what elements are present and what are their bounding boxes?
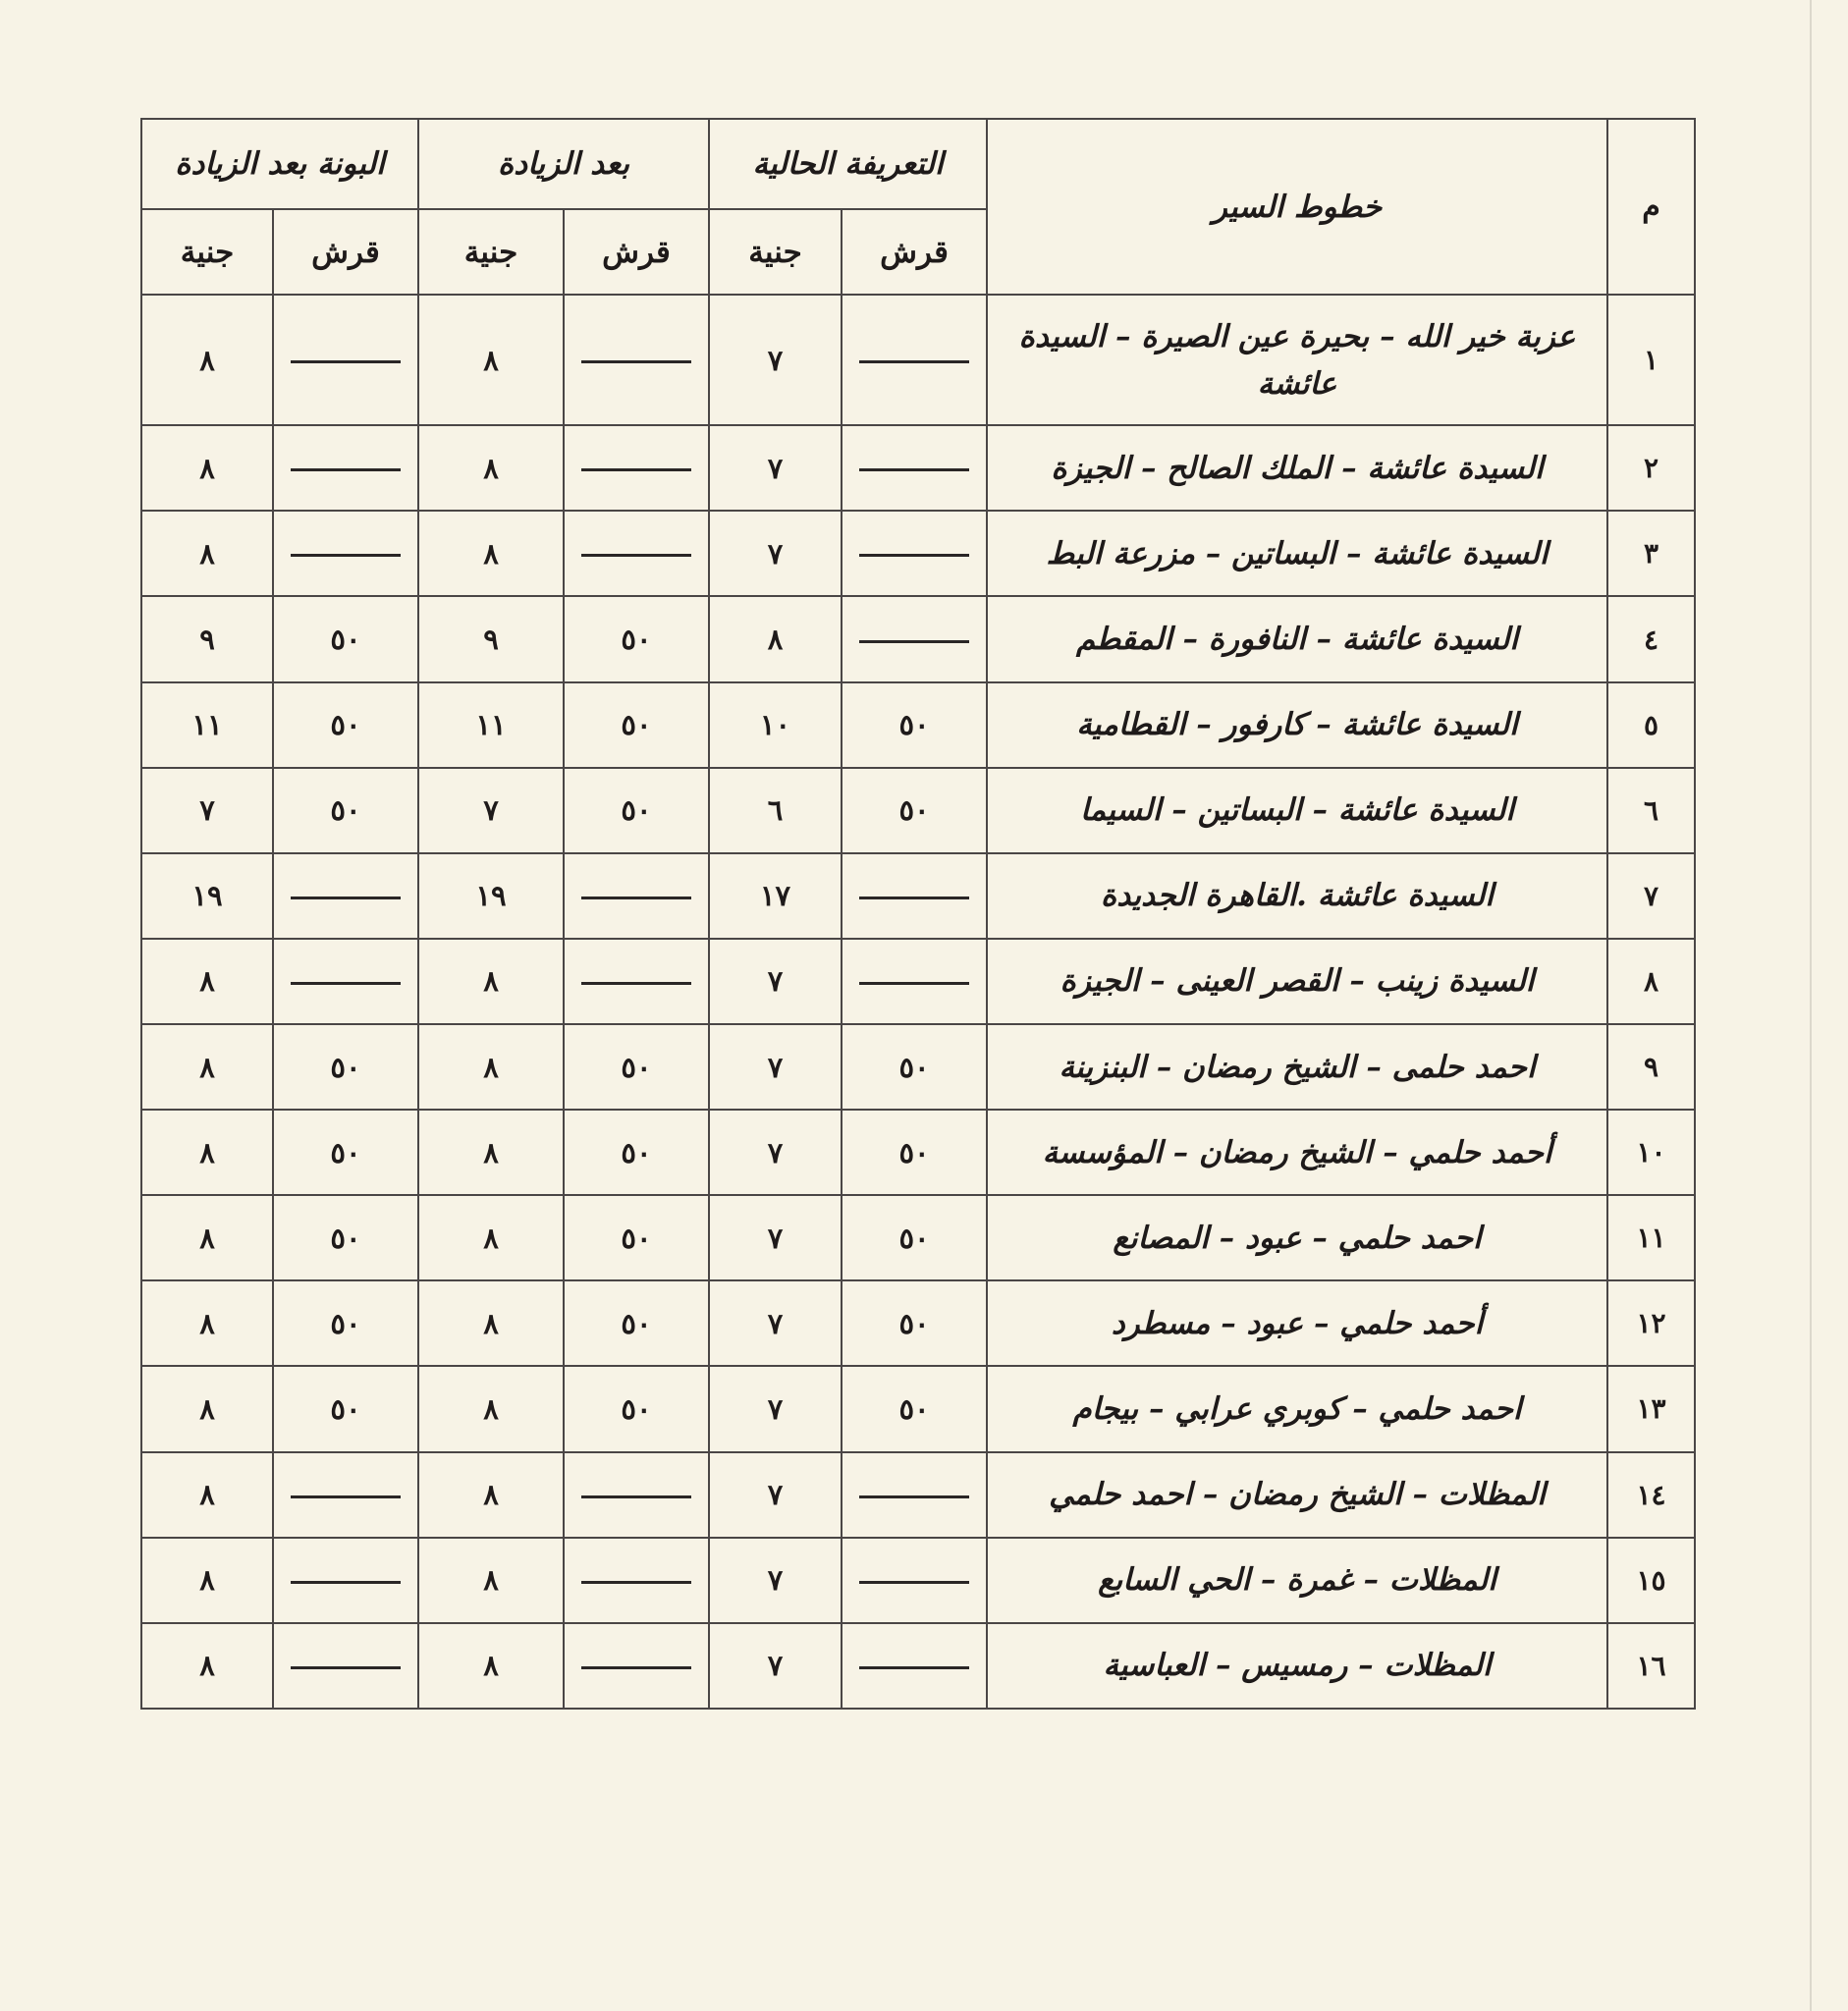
current-pound-value: ٧ xyxy=(709,425,842,511)
after-piaster-value: ٥٠ xyxy=(564,768,709,853)
bonus-pound-value: ٨ xyxy=(141,295,273,425)
empty-dash xyxy=(859,640,969,643)
row-number: ١٢ xyxy=(1607,1280,1695,1366)
after-piaster-empty xyxy=(564,1623,709,1709)
after-piaster-value: ٥٠ xyxy=(564,1280,709,1366)
after-piaster-value: ٥٠ xyxy=(564,1024,709,1110)
current-pound-value: ٧ xyxy=(709,1110,842,1195)
table-row xyxy=(141,1110,1695,1195)
current-piaster-empty xyxy=(842,1623,987,1709)
bonus-piaster-empty xyxy=(273,511,418,596)
after-piaster-empty xyxy=(564,425,709,511)
header-current-piaster: قرش xyxy=(842,209,987,295)
header-current-fare: التعريفة الحالية xyxy=(709,119,987,209)
bonus-pound-value: ٨ xyxy=(141,1623,273,1709)
row-number: ٩ xyxy=(1607,1024,1695,1110)
header-bonus-piaster: قرش xyxy=(273,209,418,295)
bonus-piaster-value: ٥٠ xyxy=(273,682,418,768)
table-row xyxy=(141,1280,1695,1366)
bonus-piaster-value: ٥٠ xyxy=(273,1280,418,1366)
empty-dash xyxy=(581,554,691,557)
bonus-piaster-empty xyxy=(273,1538,418,1623)
table-row xyxy=(141,295,1695,425)
bonus-piaster-empty xyxy=(273,425,418,511)
row-number: ١٥ xyxy=(1607,1538,1695,1623)
empty-dash xyxy=(291,1581,401,1584)
empty-dash xyxy=(859,897,969,899)
bonus-piaster-value: ٥٠ xyxy=(273,1195,418,1280)
empty-dash xyxy=(859,1495,969,1498)
bonus-piaster-empty xyxy=(273,295,418,425)
current-piaster-empty xyxy=(842,425,987,511)
empty-dash xyxy=(859,1666,969,1669)
empty-dash xyxy=(859,1581,969,1584)
table-row xyxy=(141,1024,1695,1110)
bonus-pound-value: ٨ xyxy=(141,1195,273,1280)
current-pound-value: ٧ xyxy=(709,1280,842,1366)
current-pound-value: ٦ xyxy=(709,768,842,853)
route-name: السيدة عائشة – النافورة – المقطم xyxy=(987,596,1607,681)
row-number: ١٠ xyxy=(1607,1110,1695,1195)
after-pound-value: ٨ xyxy=(418,511,564,596)
row-number: ٨ xyxy=(1607,939,1695,1024)
bonus-pound-value: ٨ xyxy=(141,1452,273,1538)
table-row xyxy=(141,511,1695,596)
current-piaster-value: ٥٠ xyxy=(842,1280,987,1366)
row-number: ١٦ xyxy=(1607,1623,1695,1709)
row-number: ٦ xyxy=(1607,768,1695,853)
bonus-pound-value: ٨ xyxy=(141,1110,273,1195)
current-piaster-value: ٥٠ xyxy=(842,1366,987,1451)
route-name: احمد حلمي – عبود – المصانع xyxy=(987,1195,1607,1280)
row-number: ٣ xyxy=(1607,511,1695,596)
bonus-pound-value: ١٩ xyxy=(141,853,273,939)
header-num: م xyxy=(1607,119,1695,295)
current-pound-value: ٧ xyxy=(709,511,842,596)
after-pound-value: ٨ xyxy=(418,1280,564,1366)
current-pound-value: ٧ xyxy=(709,1024,842,1110)
current-pound-value: ١٧ xyxy=(709,853,842,939)
route-name: السيدة زينب – القصر العينى – الجيزة xyxy=(987,939,1607,1024)
table-row xyxy=(141,1366,1695,1451)
route-name: السيدة عائشة – كارفور – القطامية xyxy=(987,682,1607,768)
after-pound-value: ٨ xyxy=(418,939,564,1024)
row-number: ١٤ xyxy=(1607,1452,1695,1538)
after-pound-value: ٧ xyxy=(418,768,564,853)
bonus-pound-value: ٩ xyxy=(141,596,273,681)
bonus-pound-value: ٨ xyxy=(141,511,273,596)
table-row xyxy=(141,939,1695,1024)
header-after-increase: بعد الزيادة xyxy=(418,119,709,209)
after-pound-value: ٨ xyxy=(418,1623,564,1709)
after-piaster-empty xyxy=(564,939,709,1024)
empty-dash xyxy=(291,897,401,899)
route-name: أحمد حلمي – عبود – مسطرد xyxy=(987,1280,1607,1366)
after-piaster-empty xyxy=(564,853,709,939)
bonus-pound-value: ٨ xyxy=(141,1538,273,1623)
table-row xyxy=(141,768,1695,853)
current-piaster-value: ٥٠ xyxy=(842,768,987,853)
current-pound-value: ٨ xyxy=(709,596,842,681)
empty-dash xyxy=(859,360,969,363)
scan-edge-line xyxy=(1810,0,1812,2011)
header-after-piaster: قرش xyxy=(564,209,709,295)
table-row xyxy=(141,1195,1695,1280)
current-piaster-empty xyxy=(842,1452,987,1538)
bonus-pound-value: ١١ xyxy=(141,682,273,768)
row-number: ١٣ xyxy=(1607,1366,1695,1451)
current-pound-value: ٧ xyxy=(709,1623,842,1709)
row-number: ٥ xyxy=(1607,682,1695,768)
after-piaster-empty xyxy=(564,1538,709,1623)
after-pound-value: ٨ xyxy=(418,295,564,425)
after-piaster-value: ٥٠ xyxy=(564,1195,709,1280)
bonus-pound-value: ٨ xyxy=(141,425,273,511)
current-pound-value: ٧ xyxy=(709,1366,842,1451)
bonus-pound-value: ٨ xyxy=(141,1280,273,1366)
route-name: أحمد حلمي – الشيخ رمضان – المؤسسة xyxy=(987,1110,1607,1195)
table-row xyxy=(141,1452,1695,1538)
after-pound-value: ٨ xyxy=(418,1538,564,1623)
after-pound-value: ٨ xyxy=(418,1195,564,1280)
current-piaster-empty xyxy=(842,853,987,939)
empty-dash xyxy=(581,1495,691,1498)
bonus-piaster-empty xyxy=(273,939,418,1024)
route-name: السيدة عائشة .القاهرة الجديدة xyxy=(987,853,1607,939)
route-name: السيدة عائشة – البساتين – السيما xyxy=(987,768,1607,853)
empty-dash xyxy=(581,897,691,899)
table-row xyxy=(141,1623,1695,1709)
empty-dash xyxy=(581,1666,691,1669)
route-name: عزبة خير الله – بحيرة عين الصيرة – السيدة عائشة xyxy=(987,295,1607,425)
bonus-pound-value: ٨ xyxy=(141,1024,273,1110)
header-bonus-pound: جنية xyxy=(141,209,273,295)
table-row xyxy=(141,425,1695,511)
after-piaster-value: ٥٠ xyxy=(564,1366,709,1451)
route-name: السيدة عائشة – الملك الصالح – الجيزة xyxy=(987,425,1607,511)
fare-table xyxy=(140,118,1696,1710)
current-pound-value: ٧ xyxy=(709,1195,842,1280)
empty-dash xyxy=(291,360,401,363)
current-pound-value: ٧ xyxy=(709,1538,842,1623)
row-number: ١ xyxy=(1607,295,1695,425)
current-piaster-value: ٥٠ xyxy=(842,682,987,768)
bonus-piaster-value: ٥٠ xyxy=(273,1110,418,1195)
table-row xyxy=(141,596,1695,681)
fare-table-body xyxy=(141,295,1695,1709)
header-route: خطوط السير xyxy=(987,119,1607,295)
row-number: ١١ xyxy=(1607,1195,1695,1280)
current-pound-value: ٧ xyxy=(709,295,842,425)
row-number: ٧ xyxy=(1607,853,1695,939)
bonus-piaster-empty xyxy=(273,1452,418,1538)
empty-dash xyxy=(291,1495,401,1498)
bonus-piaster-value: ٥٠ xyxy=(273,1024,418,1110)
empty-dash xyxy=(291,554,401,557)
current-piaster-empty xyxy=(842,295,987,425)
after-pound-value: ٨ xyxy=(418,425,564,511)
current-pound-value: ١٠ xyxy=(709,682,842,768)
route-name: احمد حلمي – كوبري عرابي – بيجام xyxy=(987,1366,1607,1451)
route-name: السيدة عائشة – البساتين – مزرعة البط xyxy=(987,511,1607,596)
empty-dash xyxy=(581,1581,691,1584)
table-row xyxy=(141,682,1695,768)
current-piaster-value: ٥٠ xyxy=(842,1024,987,1110)
route-name: المظلات – غمرة – الحي السابع xyxy=(987,1538,1607,1623)
current-piaster-empty xyxy=(842,596,987,681)
bonus-piaster-empty xyxy=(273,853,418,939)
route-name: المظلات – الشيخ رمضان – احمد حلمي xyxy=(987,1452,1607,1538)
after-pound-value: ٨ xyxy=(418,1110,564,1195)
route-name: احمد حلمى – الشيخ رمضان – البنزينة xyxy=(987,1024,1607,1110)
after-pound-value: ٨ xyxy=(418,1024,564,1110)
bonus-pound-value: ٨ xyxy=(141,939,273,1024)
empty-dash xyxy=(291,468,401,471)
empty-dash xyxy=(859,468,969,471)
after-pound-value: ٨ xyxy=(418,1452,564,1538)
header-row-top xyxy=(141,119,1695,209)
current-piaster-value: ٥٠ xyxy=(842,1110,987,1195)
route-name: المظلات – رمسيس – العباسية xyxy=(987,1623,1607,1709)
empty-dash xyxy=(859,982,969,985)
table-row xyxy=(141,1538,1695,1623)
current-pound-value: ٧ xyxy=(709,939,842,1024)
after-piaster-empty xyxy=(564,295,709,425)
bonus-piaster-empty xyxy=(273,1623,418,1709)
after-piaster-empty xyxy=(564,511,709,596)
current-piaster-empty xyxy=(842,939,987,1024)
after-piaster-value: ٥٠ xyxy=(564,1110,709,1195)
after-piaster-value: ٥٠ xyxy=(564,682,709,768)
bonus-pound-value: ٨ xyxy=(141,1366,273,1451)
after-pound-value: ١١ xyxy=(418,682,564,768)
after-pound-value: ٨ xyxy=(418,1366,564,1451)
row-number: ٢ xyxy=(1607,425,1695,511)
empty-dash xyxy=(581,360,691,363)
header-current-pound: جنية xyxy=(709,209,842,295)
header-bonus-after-increase: البونة بعد الزيادة xyxy=(141,119,418,209)
after-piaster-value: ٥٠ xyxy=(564,596,709,681)
bonus-piaster-value: ٥٠ xyxy=(273,1366,418,1451)
empty-dash xyxy=(291,1666,401,1669)
bonus-pound-value: ٧ xyxy=(141,768,273,853)
empty-dash xyxy=(859,554,969,557)
current-piaster-empty xyxy=(842,1538,987,1623)
after-piaster-empty xyxy=(564,1452,709,1538)
empty-dash xyxy=(581,468,691,471)
current-piaster-empty xyxy=(842,511,987,596)
after-pound-value: ١٩ xyxy=(418,853,564,939)
row-number: ٤ xyxy=(1607,596,1695,681)
current-pound-value: ٧ xyxy=(709,1452,842,1538)
after-pound-value: ٩ xyxy=(418,596,564,681)
bonus-piaster-value: ٥٠ xyxy=(273,596,418,681)
header-after-pound: جنية xyxy=(418,209,564,295)
empty-dash xyxy=(581,982,691,985)
current-piaster-value: ٥٠ xyxy=(842,1195,987,1280)
bonus-piaster-value: ٥٠ xyxy=(273,768,418,853)
empty-dash xyxy=(291,982,401,985)
table-row xyxy=(141,853,1695,939)
